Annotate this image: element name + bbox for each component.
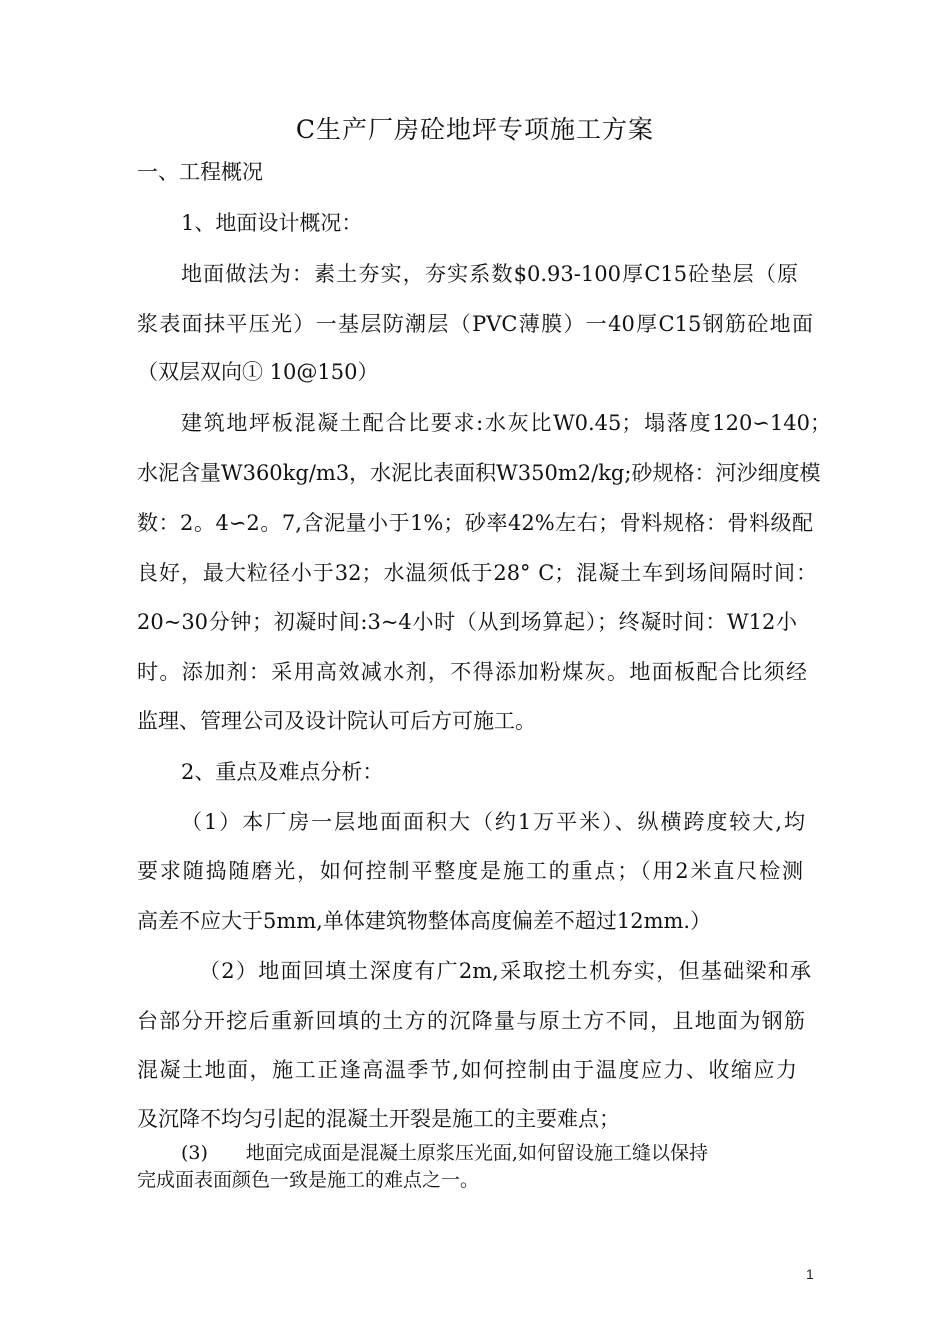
- subsection-heading: 2、重点及难点分析：: [181, 760, 384, 784]
- section-heading: 一、工程概况: [137, 160, 263, 184]
- paragraph-line: 要求随捣随磨光，如何控制平整度是施工的重点；（用2米直尺检测: [137, 859, 803, 883]
- paragraph-line: 高差不应大于5mm,单体建筑物整体高度偏差不超过12mm.）: [137, 909, 712, 933]
- paragraph-line: 完成面表面颜色一致是施工的难点之一。: [137, 1169, 480, 1191]
- document-title: C生产厂房砼地坪专项施工方案: [295, 115, 655, 144]
- paragraph-line: 及沉降不均匀引起的混凝土开裂是施工的主要难点；: [137, 1107, 620, 1131]
- paragraph-line: (3) 地面完成面是混凝土原浆压光面,如何留设施工缝以保持: [181, 1142, 708, 1164]
- paragraph-line: （1）本厂房一层地面面积大（约1万平米）、纵横跨度较大,均: [181, 810, 805, 834]
- paragraph-line: 水泥含量W360kg/m3，水泥比表面积W350m2/kg;砂规格：河沙细度模: [137, 461, 821, 485]
- page-number: 1: [806, 1266, 814, 1282]
- paragraph-line: （双层双向① 10@150）: [137, 360, 379, 384]
- paragraph-line: 监理、管理公司及设计院认可后方可施工。: [137, 709, 536, 733]
- paragraph-line: 浆表面抹平压光）一基层防潮层（PVC薄膜）一40厚C15钢筋砼地面: [137, 312, 813, 336]
- paragraph-line: 20~30分钟；初凝时间:3~4小时（从到场算起）；终凝时间：W12小: [137, 610, 797, 634]
- subsection-heading: 1、地面设计概况：: [181, 211, 363, 235]
- paragraph-line: 建筑地坪板混凝土配合比要求:水灰比W0.45；塌落度120∽140；: [181, 411, 831, 435]
- paragraph-line: 地面做法为：素土夯实，夯实系数$0.93-100厚C15砼垫层（原: [181, 262, 798, 286]
- paragraph-line: 数：2。4∽2。7,含泥量小于1%；砂率42%左右；骨料规格：骨料级配: [137, 511, 813, 535]
- paragraph-line: （2）地面回填土深度有广2m,采取挖土机夯实，但基础梁和承: [199, 959, 811, 983]
- paragraph-line: 时。添加剂：采用高效减水剂，不得添加粉煤灰。地面板配合比须经: [137, 660, 807, 684]
- paragraph-line: 台部分开挖后重新回填的土方的沉降量与原土方不同，且地面为钢筋: [137, 1009, 805, 1033]
- paragraph-line: 良好，最大粒径小于32；水温须低于28° C；混凝土车到场间隔时间：: [137, 561, 817, 585]
- paragraph-line: 混凝土地面，施工正逢高温季节,如何控制由于温度应力、收缩应力: [137, 1058, 797, 1082]
